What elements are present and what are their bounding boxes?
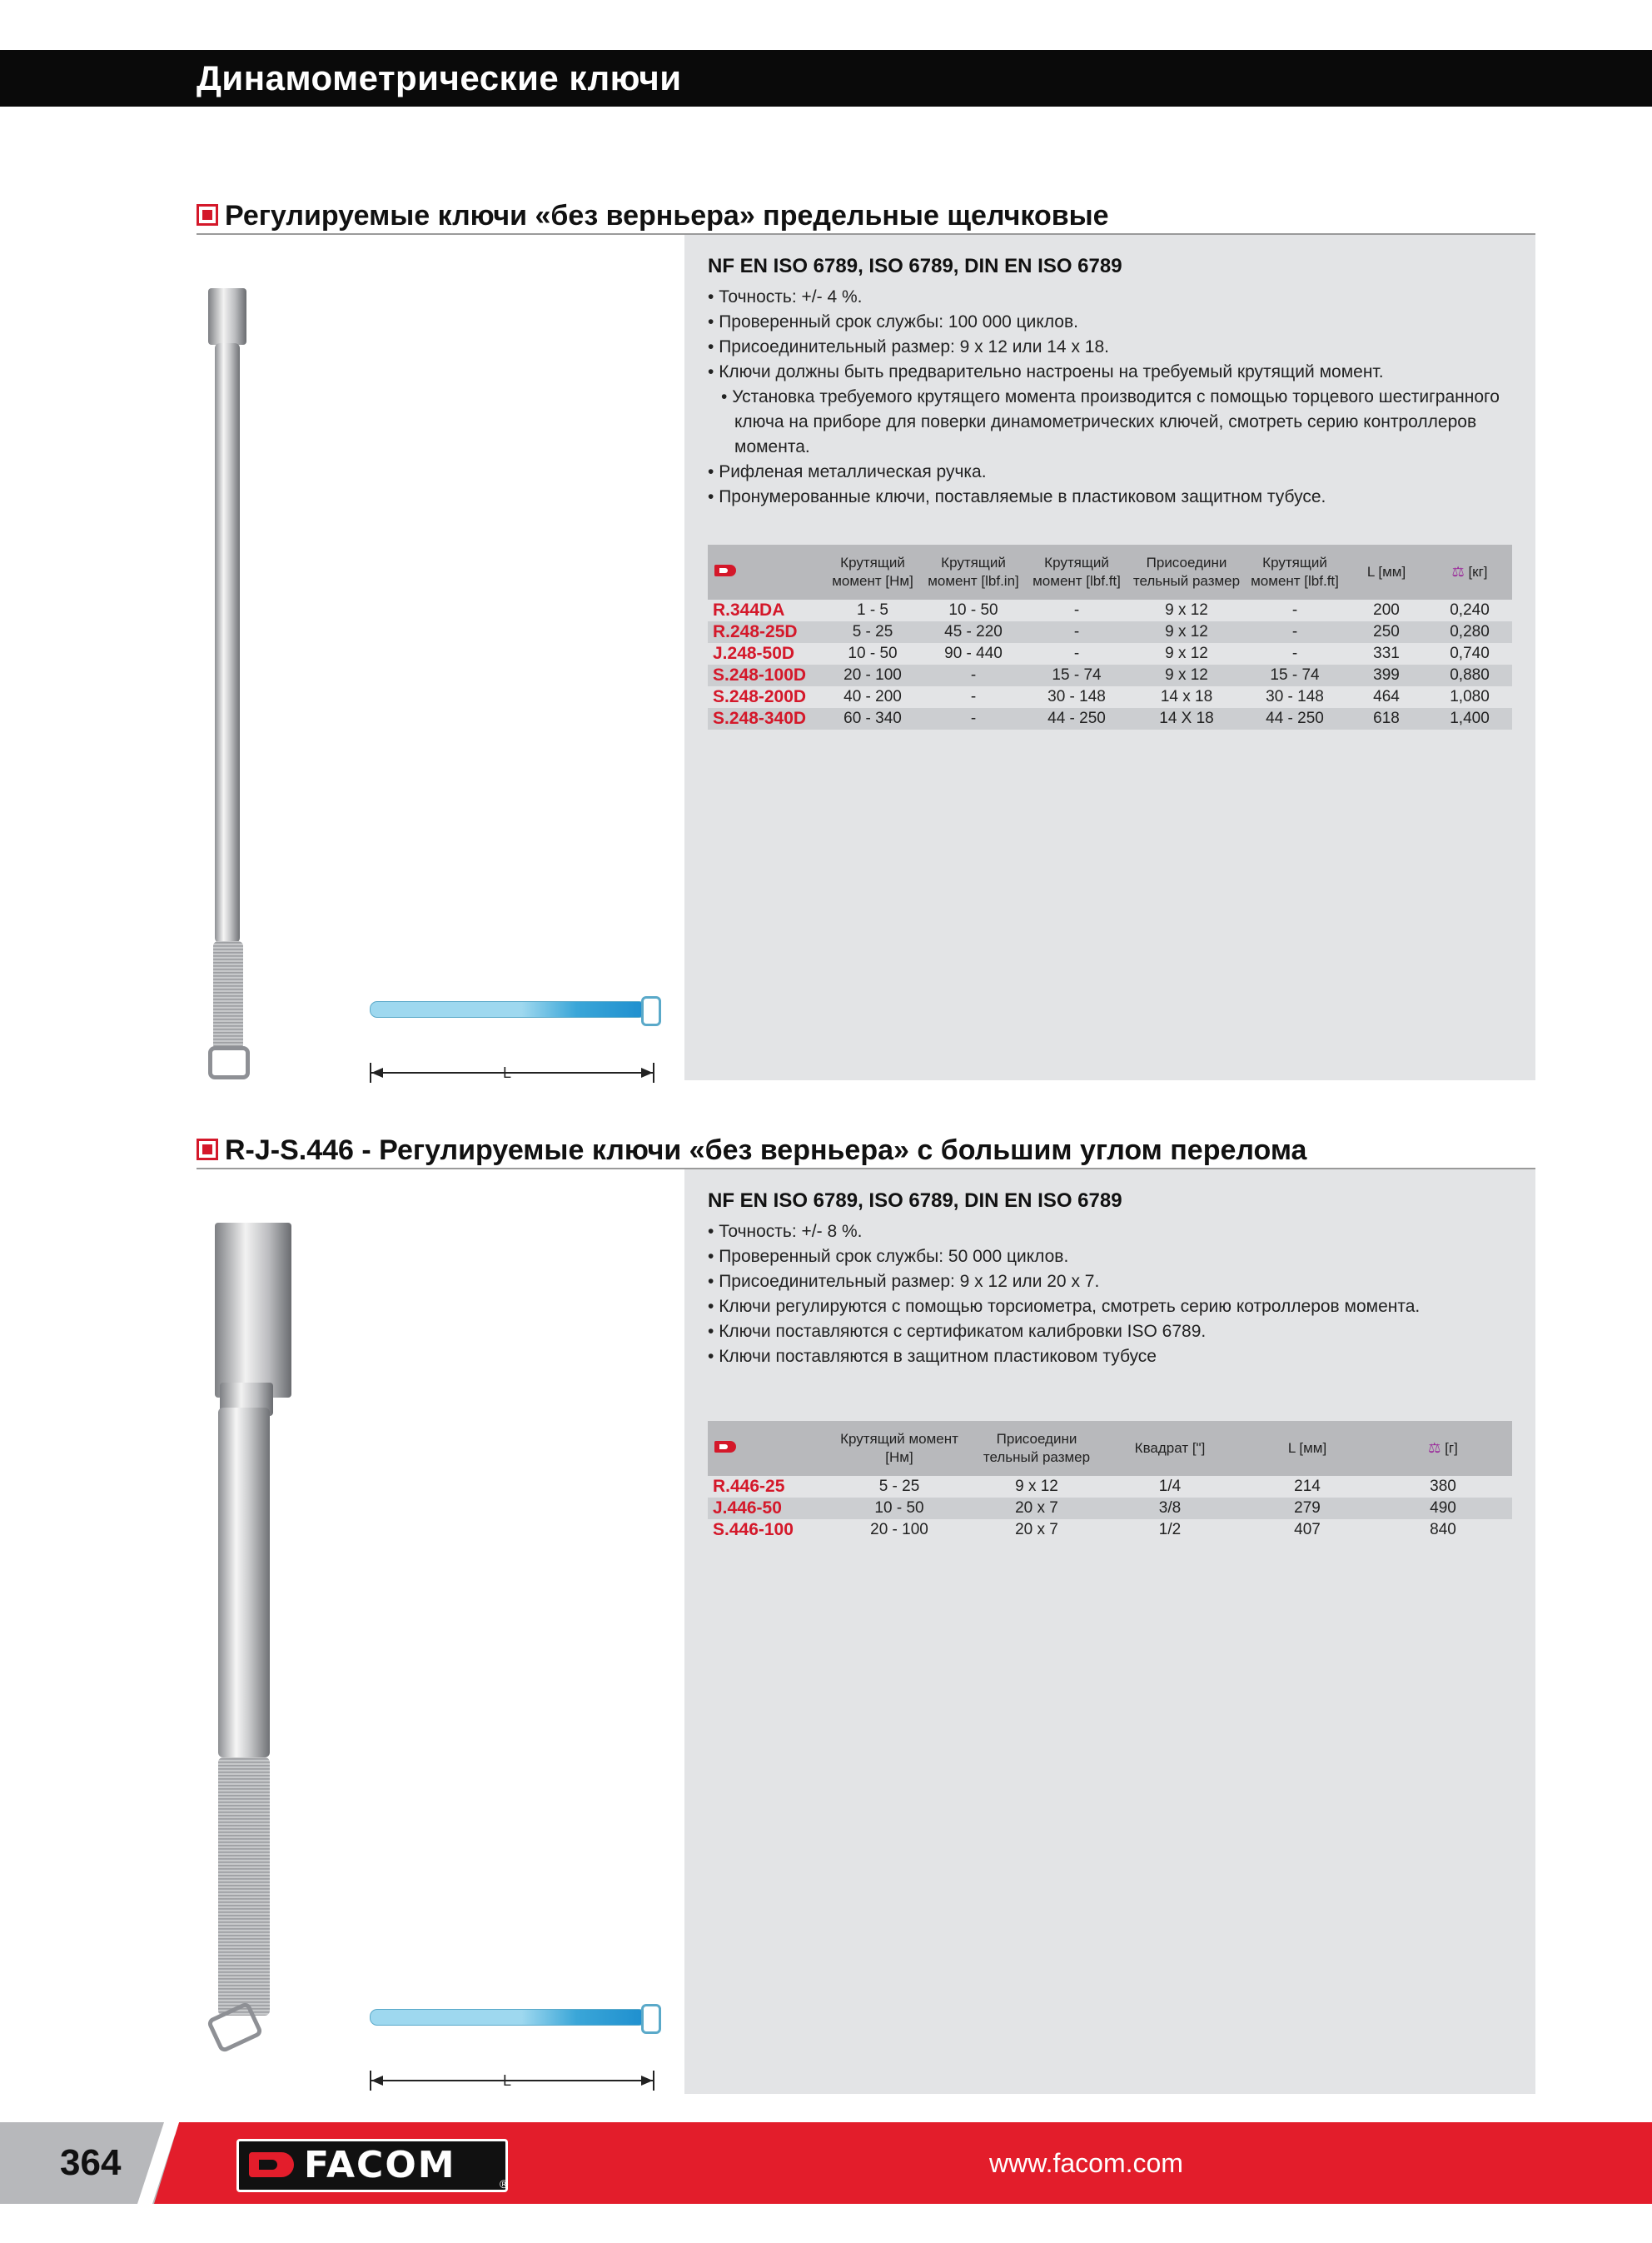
table-cell: 200: [1373, 601, 1400, 619]
table-cell: 1/4: [1158, 1478, 1182, 1495]
table-cell: 30 - 148: [1047, 688, 1106, 705]
column-header: Квадрат ["]: [1099, 1421, 1241, 1476]
section-square-icon: [197, 1139, 218, 1160]
reference-cell: S.248-100D: [708, 665, 823, 686]
table-row: [708, 708, 1512, 730]
table-cell: 20 - 100: [823, 665, 923, 686]
table-cell: 407: [1294, 1521, 1321, 1538]
table-cell: 20 x 7: [974, 1498, 1099, 1519]
table-cell: 10 - 50: [948, 601, 998, 619]
dim-arrow-right: [641, 2076, 653, 2086]
table-row: [708, 1498, 1512, 1519]
table-cell: 30 - 148: [1266, 688, 1324, 705]
table-cell: -: [923, 665, 1024, 686]
column-header: Крутящий момент [lbf.ft]: [1024, 545, 1129, 600]
wrench-grip: [213, 941, 243, 1049]
section2-bullets: [708, 1219, 1532, 1369]
table-cell: -: [970, 688, 977, 705]
reference-cell: J.446-50: [708, 1498, 824, 1519]
table-cell: 840: [1430, 1521, 1456, 1538]
table-cell: 9 x 12: [1165, 601, 1208, 619]
table-cell: -: [1244, 621, 1346, 643]
column-header: L [мм]: [1346, 545, 1427, 600]
table-cell: -: [1073, 601, 1080, 619]
table-cell: 40 - 200: [843, 688, 902, 705]
page-number: 364: [60, 2142, 122, 2183]
facom-mark-icon: [249, 2152, 294, 2177]
reference-cell: J.248-50D: [713, 644, 795, 663]
table-cell: 399: [1346, 665, 1427, 686]
table-row: [708, 1476, 1512, 1498]
table-cell: 1,080: [1450, 688, 1490, 705]
table-cell: 3/8: [1099, 1498, 1241, 1519]
dim-tick-right: [653, 1063, 654, 1083]
table-cell: 490: [1374, 1498, 1512, 1519]
facom-mark-icon: [714, 1441, 736, 1453]
column-header: Крутящий момент [Нм]: [823, 545, 923, 600]
table-cell: -: [1073, 645, 1080, 662]
facom-logo: [236, 2139, 508, 2192]
reference-column-header: [708, 1421, 824, 1476]
dim-line: [371, 2080, 653, 2081]
table-row: [708, 643, 1512, 665]
list-item: • Установка требуемого крутящего момента производится с помощью торцевого шестигранного ключа на приборе для поверки динамометрических ключей, смотреть серию контроллеров момента.: [708, 385, 1534, 460]
table-cell: 20 - 100: [870, 1521, 928, 1538]
reference-cell: R.248-25D: [708, 621, 823, 643]
dim-arrow-left: [371, 1068, 383, 1078]
list-item: • Пронумерованные ключи, поставляемые в пластиковом защитном тубусе.: [708, 485, 1532, 510]
column-header: Крутящий момент [lbf.ft]: [1244, 545, 1346, 600]
list-item: • Ключи поставляются с сертификатом калибровки ISO 6789.: [708, 1319, 1532, 1344]
section1-standard: NF EN ISO 6789, ISO 6789, DIN EN ISO 6789: [708, 255, 1122, 277]
wrench-shaft: [215, 343, 240, 943]
table-cell: 10 - 50: [824, 1498, 974, 1519]
table-header-row: [708, 545, 1512, 600]
list-item: • Ключи регулируются с помощью торсиометра, смотреть серию котроллеров момента.: [708, 1294, 1532, 1319]
dim-label: L: [503, 2072, 512, 2089]
reference-cell: S.248-340D: [708, 708, 823, 730]
table-cell: 214: [1294, 1478, 1321, 1495]
table-cell: 0,880: [1427, 665, 1512, 686]
list-item: • Проверенный срок службы: 100 000 циклов.: [708, 310, 1532, 335]
table-cell: 250: [1346, 621, 1427, 643]
section2-standard: NF EN ISO 6789, ISO 6789, DIN EN ISO 6789: [708, 1189, 1122, 1212]
table-header-row: [708, 1421, 1512, 1476]
table-cell: 331: [1373, 645, 1400, 662]
table-cell: 44 - 250: [1024, 708, 1129, 730]
table-cell: 9 x 12: [1015, 1478, 1058, 1495]
scale-icon: ⚖: [1428, 1440, 1441, 1456]
table-cell: 9 x 12: [1129, 665, 1244, 686]
logo-text: FACOM: [304, 2144, 456, 2186]
dim-label: L: [503, 1064, 512, 1081]
wrench-ring: [208, 1046, 250, 1079]
table-cell: 90 - 440: [944, 645, 1003, 662]
table-cell: 1,400: [1427, 708, 1512, 730]
column-header: Присоедини тельный размер: [974, 1421, 1099, 1476]
reference-cell: R.446-25: [713, 1477, 785, 1496]
table-cell: 45 - 220: [923, 621, 1024, 643]
table-row: [708, 1519, 1512, 1541]
table-cell: 464: [1373, 688, 1400, 705]
dim-arrow-right: [641, 1068, 653, 1078]
table-row: [708, 621, 1512, 643]
table-cell: 20 x 7: [1015, 1521, 1058, 1538]
table-cell: -: [1291, 645, 1298, 662]
table-cell: 0,740: [1450, 645, 1490, 662]
wrench-shaft: [218, 1408, 270, 1757]
wrench-grip: [218, 1757, 270, 2016]
reference-cell: R.344DA: [713, 601, 785, 620]
section-square-icon: [197, 204, 218, 226]
diagram-bar: [370, 2009, 646, 2026]
wrench-head: [215, 1223, 291, 1398]
list-item: • Присоединительный размер: 9 x 12 или 20 x 7.: [708, 1269, 1532, 1294]
section1-title: Регулируемые ключи «без верньера» предельные щелчковые: [197, 197, 1109, 235]
table-cell: 380: [1430, 1478, 1456, 1495]
registered-mark: ®: [500, 2177, 509, 2191]
dim-tick-right: [653, 2071, 654, 2091]
reference-column-header: [708, 545, 823, 600]
table-row: [708, 665, 1512, 686]
reference-cell: S.446-100: [713, 1520, 794, 1539]
table-cell: 279: [1241, 1498, 1374, 1519]
reference-cell: S.248-200D: [713, 687, 807, 706]
table-cell: 5 - 25: [878, 1478, 920, 1495]
table-cell: 0,240: [1450, 601, 1490, 619]
list-item: • Присоединительный размер: 9 x 12 или 14 x 18.: [708, 335, 1532, 360]
table-cell: 1 - 5: [856, 601, 889, 619]
section2-title: R-J-S.446 - Регулируемые ключи «без верньера» с большим углом перелома: [197, 1131, 1306, 1169]
list-item: • Рифленая металлическая ручка.: [708, 460, 1532, 485]
table-cell: 1/2: [1158, 1521, 1182, 1538]
column-header: Крутящий момент [lbf.in]: [923, 545, 1024, 600]
diagram-bar: [370, 1001, 646, 1018]
table-cell: -: [1291, 601, 1298, 619]
table-cell: 9 x 12: [1165, 645, 1208, 662]
list-item: • Ключи поставляются в защитном пластиковом тубусе: [708, 1344, 1532, 1369]
table-cell: 10 - 50: [848, 645, 898, 662]
table-cell: 9 x 12: [1129, 621, 1244, 643]
table-row: [708, 686, 1512, 708]
dim-arrow-left: [371, 2076, 383, 2086]
weight-column-header: ⚖ [г]: [1374, 1421, 1512, 1476]
weight-column-header: ⚖ [кг]: [1427, 545, 1512, 600]
table-cell: 618: [1346, 708, 1427, 730]
column-header: Присоедини тельный размер: [1129, 545, 1244, 600]
footer-url[interactable]: www.facom.com: [989, 2148, 1183, 2178]
column-header: Крутящий момент [Нм]: [824, 1421, 974, 1476]
section1-spec-table: [708, 545, 1512, 730]
section2-spec-table: [708, 1421, 1512, 1541]
diagram-end: [641, 996, 661, 1026]
table-cell: 15 - 74: [1024, 665, 1129, 686]
section1-bullets: [708, 285, 1532, 510]
table-cell: 5 - 25: [823, 621, 923, 643]
table-cell: 14 X 18: [1129, 708, 1244, 730]
table-cell: 0,280: [1427, 621, 1512, 643]
list-item: • Точность: +/- 4 %.: [708, 285, 1532, 310]
list-item: • Точность: +/- 8 %.: [708, 1219, 1532, 1244]
diagram-end: [641, 2004, 661, 2034]
table-row: [708, 600, 1512, 621]
table-cell: 44 - 250: [1244, 708, 1346, 730]
page-title: Динамометрические ключи: [197, 58, 682, 97]
list-item: • Ключи должны быть предварительно настроены на требуемый крутящий момент.: [708, 360, 1532, 385]
column-header: L [мм]: [1241, 1421, 1374, 1476]
list-item: • Проверенный срок службы: 50 000 циклов.: [708, 1244, 1532, 1269]
table-cell: -: [1024, 621, 1129, 643]
scale-icon: ⚖: [1451, 564, 1465, 580]
table-cell: 14 x 18: [1160, 688, 1213, 705]
wrench-head: [208, 288, 246, 345]
page-header-bar: [0, 50, 1652, 107]
table-cell: -: [923, 708, 1024, 730]
dim-line: [371, 1072, 653, 1074]
facom-mark-icon: [714, 565, 736, 576]
table-cell: 60 - 340: [823, 708, 923, 730]
table-cell: 15 - 74: [1244, 665, 1346, 686]
